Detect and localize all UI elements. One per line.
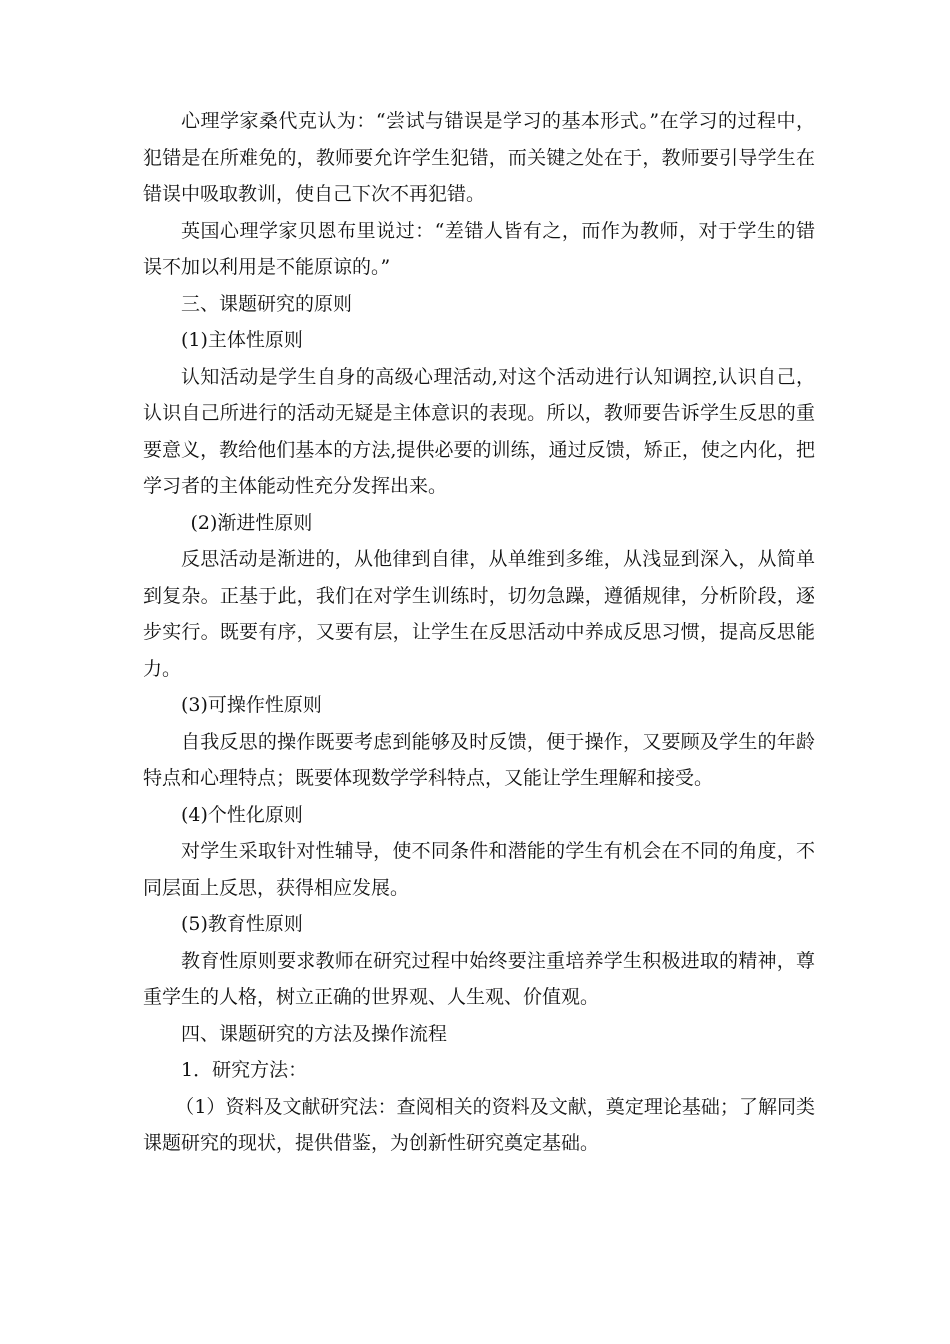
subheading-individualization-principle: (4)个性化原则 [181, 803, 303, 826]
paragraph-thorndike-quote: 心理学家桑代克认为：“尝试与错误是学习的基本形式。”在学习的过程中，犯错是在所难免的，教师要允许学生犯错，而关键之处在于，教师要引导学生在错误中吸取教训，使自己下次不再犯错。 [143, 110, 815, 205]
subheading-educational-principle: (5)教育性原则 [181, 913, 303, 935]
section-heading-methods: 四、课题研究的方法及操作流程 [181, 1022, 448, 1045]
document-body [143, 103, 815, 1162]
section-heading-principles: 三、课题研究的原则 [181, 292, 353, 315]
subheading-subjectivity-principle: (1)主体性原则 [181, 329, 303, 351]
paragraph-educational-principle: 教育性原则要求教师在研究过程中始终要注重培养学生积极进取的精神，尊重学生的人格，树立正确的世界观、人生观、价值观。 [143, 949, 815, 1008]
paragraph-bainbridge-quote: 英国心理学家贝恩布里说过：“差错人皆有之，而作为教师，对于学生的错误不加以利用是不能原谅的。” [143, 219, 815, 278]
paragraph-individualization-principle: 对学生采取针对性辅导，使不同条件和潜能的学生有机会在不同的角度，不同层面上反思，获得相应发展。 [143, 840, 815, 899]
paragraph-gradual-principle: 反思活动是渐进的，从他律到自律，从单维到多维，从浅显到深入，从简单到复杂。正基于此，我们在对学生训练时，切勿急躁，遵循规律，分析阶段，逐步实行。既要有序，又要有层，让学生在反思活动中养成反思习惯，提高反思能力。 [143, 548, 815, 680]
paragraph-operability-principle: 自我反思的操作既要考虑到能够及时反馈，便于操作，又要顾及学生的年龄特点和心理特点；既要体现数学学科特点，又能让学生理解和接受。 [143, 730, 815, 789]
subheading-operability-principle: (3)可操作性原则 [181, 694, 322, 716]
paragraph-literature-method: （1）资料及文献研究法：查阅相关的资料及文献，奠定理论基础；了解同类课题研究的现状，提供借鉴，为创新性研究奠定基础。 [143, 1095, 815, 1154]
subheading-research-methods: 1．研究方法： [181, 1059, 308, 1081]
paragraph-subjectivity-principle: 认知活动是学生自身的高级心理活动,对这个活动进行认知调控,认识自己，认识自己所进行的活动无疑是主体意识的表现。所以，教师要告诉学生反思的重要意义，教给他们基本的方法,提供必要的训练，通过反馈，矫正，使之内化，把学习者的主体能动性充分发挥出来。 [143, 365, 815, 497]
subheading-gradual-principle: (2)渐进性原则 [190, 511, 313, 534]
